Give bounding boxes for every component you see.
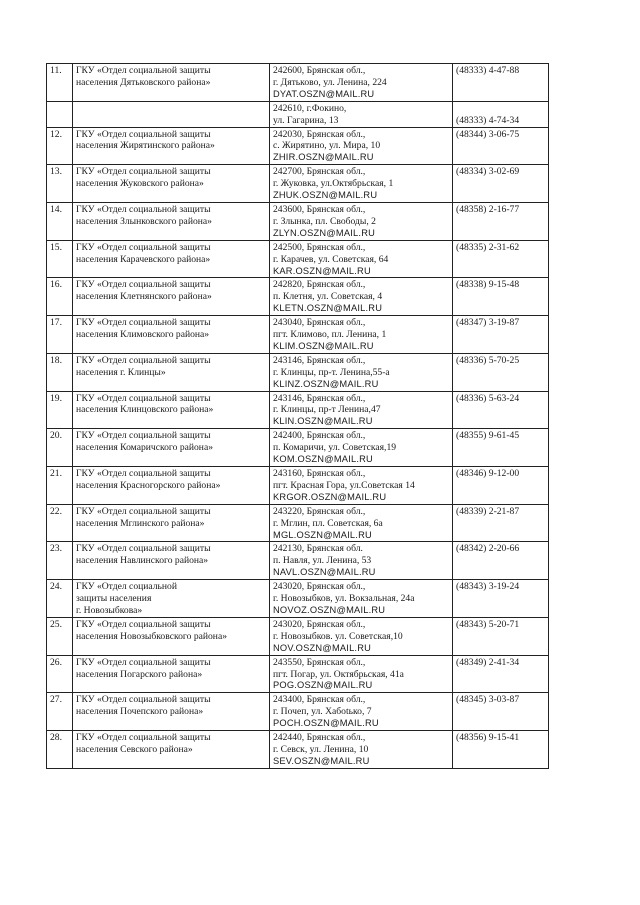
organization-name bbox=[73, 202, 270, 240]
row-number bbox=[47, 101, 73, 127]
address-cell bbox=[270, 504, 453, 542]
phone-number: (48343) 3-19-24 bbox=[453, 580, 549, 618]
organization-name bbox=[73, 731, 270, 769]
address-line: г. Почеп, ул. Хабotько, 7 bbox=[273, 706, 372, 718]
address-line: г. Клинцы, пр-т. Ленина,55-а bbox=[273, 366, 390, 378]
row-number: 27. bbox=[47, 693, 73, 731]
organization-name-line: г. Новозыбкова» bbox=[76, 604, 143, 616]
address-cell bbox=[270, 316, 453, 354]
table-row bbox=[47, 64, 549, 102]
address-line: 243146, Брянская обл., bbox=[273, 392, 366, 404]
address-line: 243040, Брянская обл., bbox=[273, 317, 366, 329]
email-address: NAVL.OSZN@MAIL.RU bbox=[273, 567, 376, 578]
organization-name-line: населения Мглинского района» bbox=[76, 517, 205, 529]
row-number: 18. bbox=[47, 353, 73, 391]
organization-name bbox=[73, 542, 270, 580]
table-row bbox=[47, 655, 549, 693]
address-line: г. Новозыбков, ул. Вокзальная, 24а bbox=[273, 593, 415, 605]
address-line: 243600, Брянская обл., bbox=[273, 203, 366, 215]
email-address: KLINZ.OSZN@MAIL.RU bbox=[273, 378, 379, 389]
address-cell bbox=[270, 240, 453, 278]
organization-name-line: населения Новозыбковского района» bbox=[76, 630, 227, 642]
email-address: NOVOZ.OSZN@MAIL.RU bbox=[273, 604, 386, 615]
address-cell bbox=[270, 429, 453, 467]
phone-number: (48336) 5-70-25 bbox=[453, 353, 549, 391]
organization-name-line: ГКУ «Отдел социальной защиты bbox=[76, 128, 211, 140]
row-number: 12. bbox=[47, 127, 73, 165]
table-row bbox=[47, 391, 549, 429]
organization-name-line: населения Погарского района» bbox=[76, 668, 203, 680]
address-line: 243550, Брянская обл., bbox=[273, 656, 366, 668]
organization-name bbox=[73, 240, 270, 278]
row-number: 22. bbox=[47, 504, 73, 542]
organization-name-line: населения Севского района» bbox=[76, 743, 193, 755]
email-address: SEV.OSZN@MAIL.RU bbox=[273, 755, 370, 766]
email-address: MGL.OSZN@MAIL.RU bbox=[273, 529, 372, 540]
organization-name bbox=[73, 278, 270, 316]
row-number: 19. bbox=[47, 391, 73, 429]
email-address: KLIN.OSZN@MAIL.RU bbox=[273, 416, 373, 427]
row-number: 15. bbox=[47, 240, 73, 278]
phone-number: (48344) 3-06-75 bbox=[453, 127, 549, 165]
phone-number: (48356) 9-15-41 bbox=[453, 731, 549, 769]
organization-name-line: населения Климовского района» bbox=[76, 329, 210, 341]
address-cell bbox=[270, 165, 453, 203]
organization-name bbox=[73, 467, 270, 505]
address-cell bbox=[270, 101, 453, 127]
address-cell bbox=[270, 391, 453, 429]
row-number: 14. bbox=[47, 202, 73, 240]
email-address: KRGOR.OSZN@MAIL.RU bbox=[273, 491, 387, 502]
phone-number: (48347) 3-19-87 bbox=[453, 316, 549, 354]
address-line: п. Комаричи, ул. Советская,19 bbox=[273, 442, 397, 454]
organization-name bbox=[73, 391, 270, 429]
phone-number: (48346) 9-12-00 bbox=[453, 467, 549, 505]
organization-name bbox=[73, 64, 270, 102]
table-row bbox=[47, 580, 549, 618]
address-cell bbox=[270, 731, 453, 769]
organization-name-line: населения Навлинского района» bbox=[76, 555, 209, 567]
table-row bbox=[47, 617, 549, 655]
email-address: ZHUK.OSZN@MAIL.RU bbox=[273, 190, 378, 201]
organization-name-line: населения Клетнянского района» bbox=[76, 291, 212, 303]
address-line: п. Навля, ул. Ленина, 53 bbox=[273, 555, 372, 567]
organization-name-line: населения Дятьковского района» bbox=[76, 76, 211, 88]
address-cell bbox=[270, 467, 453, 505]
organization-name bbox=[73, 617, 270, 655]
email-address: KOM.OSZN@MAIL.RU bbox=[273, 454, 373, 465]
address-line: г. Карачев, ул. Советская, 64 bbox=[273, 253, 389, 265]
address-line: г. Злынка, пл. Свободы, 2 bbox=[273, 215, 376, 227]
row-number: 21. bbox=[47, 467, 73, 505]
organization-name-line: населения Клинцовского района» bbox=[76, 404, 214, 416]
phone-number: (48334) 3-02-69 bbox=[453, 165, 549, 203]
address-line: 243220, Брянская обл., bbox=[273, 505, 366, 517]
row-number: 17. bbox=[47, 316, 73, 354]
organization-name bbox=[73, 165, 270, 203]
email-address: KLETN.OSZN@MAIL.RU bbox=[273, 303, 383, 314]
organization-name-line: населения Комаричского района» bbox=[76, 442, 214, 454]
organization-name bbox=[73, 353, 270, 391]
organization-name-line: ГКУ «Отдел социальной защиты bbox=[76, 694, 211, 706]
email-address: ZHIR.OSZN@MAIL.RU bbox=[273, 152, 374, 163]
address-cell bbox=[270, 542, 453, 580]
address-line: г. Мглин, пл. Советская, 6а bbox=[273, 517, 383, 529]
organization-name-line: ГКУ «Отдел социальной защиты bbox=[76, 430, 211, 442]
phone-number: (48358) 2-16-77 bbox=[453, 202, 549, 240]
email-address: NOV.OSZN@MAIL.RU bbox=[273, 642, 372, 653]
address-cell bbox=[270, 693, 453, 731]
address-line: 242610, г.Фокино, bbox=[273, 102, 347, 114]
address-cell bbox=[270, 617, 453, 655]
organization-name-line: ГКУ «Отдел социальной защиты bbox=[76, 392, 211, 404]
organization-name-line: населения Карачевского района» bbox=[76, 253, 211, 265]
organization-name-line: ГКУ «Отдел социальной защиты bbox=[76, 354, 211, 366]
organization-name-line: населения Злынковского района» bbox=[76, 215, 212, 227]
organization-name-line: ГКУ «Отдел социальной защиты bbox=[76, 505, 211, 517]
table-row bbox=[47, 467, 549, 505]
email-address: DYAT.OSZN@MAIL.RU bbox=[273, 88, 375, 99]
email-address: POCH.OSZN@MAIL.RU bbox=[273, 718, 379, 729]
table-row bbox=[47, 165, 549, 203]
address-line: ул. Гагарина, 13 bbox=[273, 114, 339, 126]
organization-name bbox=[73, 580, 270, 618]
address-line: 243160, Брянская обл., bbox=[273, 468, 366, 479]
organization-name-line: ГКУ «Отдел социальной защиты bbox=[76, 618, 211, 630]
row-number: 24. bbox=[47, 580, 73, 618]
address-line: с. Жирятино, ул. Мира, 10 bbox=[273, 140, 381, 152]
address-line: 242700, Брянская обл., bbox=[273, 166, 366, 178]
organization-name-line: ГКУ «Отдел социальной защиты bbox=[76, 166, 211, 178]
row-number: 25. bbox=[47, 617, 73, 655]
address-cell bbox=[270, 278, 453, 316]
phone-number: (48345) 3-03-87 bbox=[453, 693, 549, 731]
organization-name bbox=[73, 101, 270, 127]
registry-table bbox=[46, 63, 549, 769]
table-row bbox=[47, 127, 549, 165]
phone-number: (48333) 4-47-88 bbox=[453, 64, 549, 102]
address-line: 242030, Брянская обл., bbox=[273, 128, 366, 140]
organization-name-line: ГКУ «Отдел социальной защиты bbox=[76, 656, 211, 668]
table-row bbox=[47, 240, 549, 278]
table-row bbox=[47, 504, 549, 542]
organization-name-line: защиты населения bbox=[76, 593, 152, 605]
registry-table-body bbox=[47, 64, 549, 769]
address-line: 242440, Брянская обл., bbox=[273, 732, 366, 744]
address-line: 243020, Брянская обл., bbox=[273, 581, 366, 593]
address-line: 243400, Брянская обл., bbox=[273, 694, 366, 706]
address-cell bbox=[270, 580, 453, 618]
phone-number: (48349) 2-41-34 bbox=[453, 655, 549, 693]
phone-number: (48342) 2-20-66 bbox=[453, 542, 549, 580]
row-number: 26. bbox=[47, 655, 73, 693]
address-line: 242130, Брянская обл. bbox=[273, 543, 363, 555]
organization-name-line: населения Жуковского района» bbox=[76, 178, 204, 190]
address-line: пгт. Климово, пл. Ленина, 1 bbox=[273, 329, 387, 341]
phone-number: (48355) 9-61-45 bbox=[453, 429, 549, 467]
table-row bbox=[47, 316, 549, 354]
organization-name-line: ГКУ «Отдел социальной bbox=[76, 581, 177, 593]
organization-name-line: населения Красногорского района» bbox=[76, 479, 221, 491]
address-cell bbox=[270, 353, 453, 391]
row-number: 20. bbox=[47, 429, 73, 467]
address-cell bbox=[270, 202, 453, 240]
row-number: 16. bbox=[47, 278, 73, 316]
organization-name bbox=[73, 655, 270, 693]
address-line: пгт. Красная Гора, ул.Советская 14 bbox=[273, 479, 415, 491]
address-line: г. Клинцы, пр-т Ленина,47 bbox=[273, 404, 381, 416]
table-row bbox=[47, 101, 549, 127]
table-row bbox=[47, 542, 549, 580]
row-number: 23. bbox=[47, 542, 73, 580]
phone-number: (48336) 5-63-24 bbox=[453, 391, 549, 429]
organization-name bbox=[73, 316, 270, 354]
address-line: г. Новозыбков. ул. Советская,10 bbox=[273, 630, 403, 642]
organization-name-line: ГКУ «Отдел социальной защиты bbox=[76, 65, 211, 76]
organization-name-line: ГКУ «Отдел социальной защиты bbox=[76, 732, 211, 744]
phone-number: (48343) 5-20-71 bbox=[453, 617, 549, 655]
organization-name bbox=[73, 504, 270, 542]
phone-number: (48339) 2-21-87 bbox=[453, 504, 549, 542]
address-cell bbox=[270, 655, 453, 693]
address-line: п. Клетня, ул. Советская, 4 bbox=[273, 291, 383, 303]
address-cell bbox=[270, 64, 453, 102]
row-number: 28. bbox=[47, 731, 73, 769]
email-address: ZLYN.OSZN@MAIL.RU bbox=[273, 227, 376, 238]
table-row bbox=[47, 429, 549, 467]
table-row bbox=[47, 731, 549, 769]
table-row bbox=[47, 353, 549, 391]
organization-name-line: населения г. Клинцы» bbox=[76, 366, 166, 378]
organization-name-line: ГКУ «Отдел социальной защиты bbox=[76, 468, 211, 479]
organization-name bbox=[73, 429, 270, 467]
address-line: г. Севск, ул. Ленина, 10 bbox=[273, 743, 369, 755]
organization-name-line: ГКУ «Отдел социальной защиты bbox=[76, 317, 211, 329]
row-number: 11. bbox=[47, 64, 73, 102]
organization-name-line: ГКУ «Отдел социальной защиты bbox=[76, 241, 211, 253]
table-row bbox=[47, 202, 549, 240]
address-line: 243020, Брянская обл., bbox=[273, 618, 366, 630]
organization-name-line: населения Жирятинского района» bbox=[76, 140, 215, 152]
organization-name-line: ГКУ «Отдел социальной защиты bbox=[76, 203, 211, 215]
organization-name-line: ГКУ «Отдел социальной защиты bbox=[76, 279, 211, 291]
organization-name-line: населения Почепского района» bbox=[76, 706, 204, 718]
phone-number: (48335) 2-31-62 bbox=[453, 240, 549, 278]
address-line: 242400, Брянская обл., bbox=[273, 430, 366, 442]
email-address: POG.OSZN@MAIL.RU bbox=[273, 680, 373, 691]
address-cell bbox=[270, 127, 453, 165]
address-line: г. Дятьково, ул. Ленина, 224 bbox=[273, 76, 387, 88]
email-address: KLIM.OSZN@MAIL.RU bbox=[273, 340, 374, 351]
address-line: 243146, Брянская обл., bbox=[273, 354, 366, 366]
email-address: KAR.OSZN@MAIL.RU bbox=[273, 265, 371, 276]
phone-number: (48333) 4-74-34 bbox=[453, 101, 549, 127]
organization-name bbox=[73, 127, 270, 165]
address-line: 242600, Брянская обл., bbox=[273, 65, 366, 76]
phone-number: (48338) 9-15-48 bbox=[453, 278, 549, 316]
address-line: 242820, Брянская обл., bbox=[273, 279, 366, 291]
address-line: 242500, Брянская обл., bbox=[273, 241, 366, 253]
address-line: г. Жуковка, ул.Октябрьская, 1 bbox=[273, 178, 394, 190]
row-number: 13. bbox=[47, 165, 73, 203]
address-line: пгт. Погар, ул. Октябрьская, 41а bbox=[273, 668, 404, 680]
table-row bbox=[47, 693, 549, 731]
organization-name bbox=[73, 693, 270, 731]
organization-name-line: ГКУ «Отдел социальной защиты bbox=[76, 543, 211, 555]
table-row bbox=[47, 278, 549, 316]
